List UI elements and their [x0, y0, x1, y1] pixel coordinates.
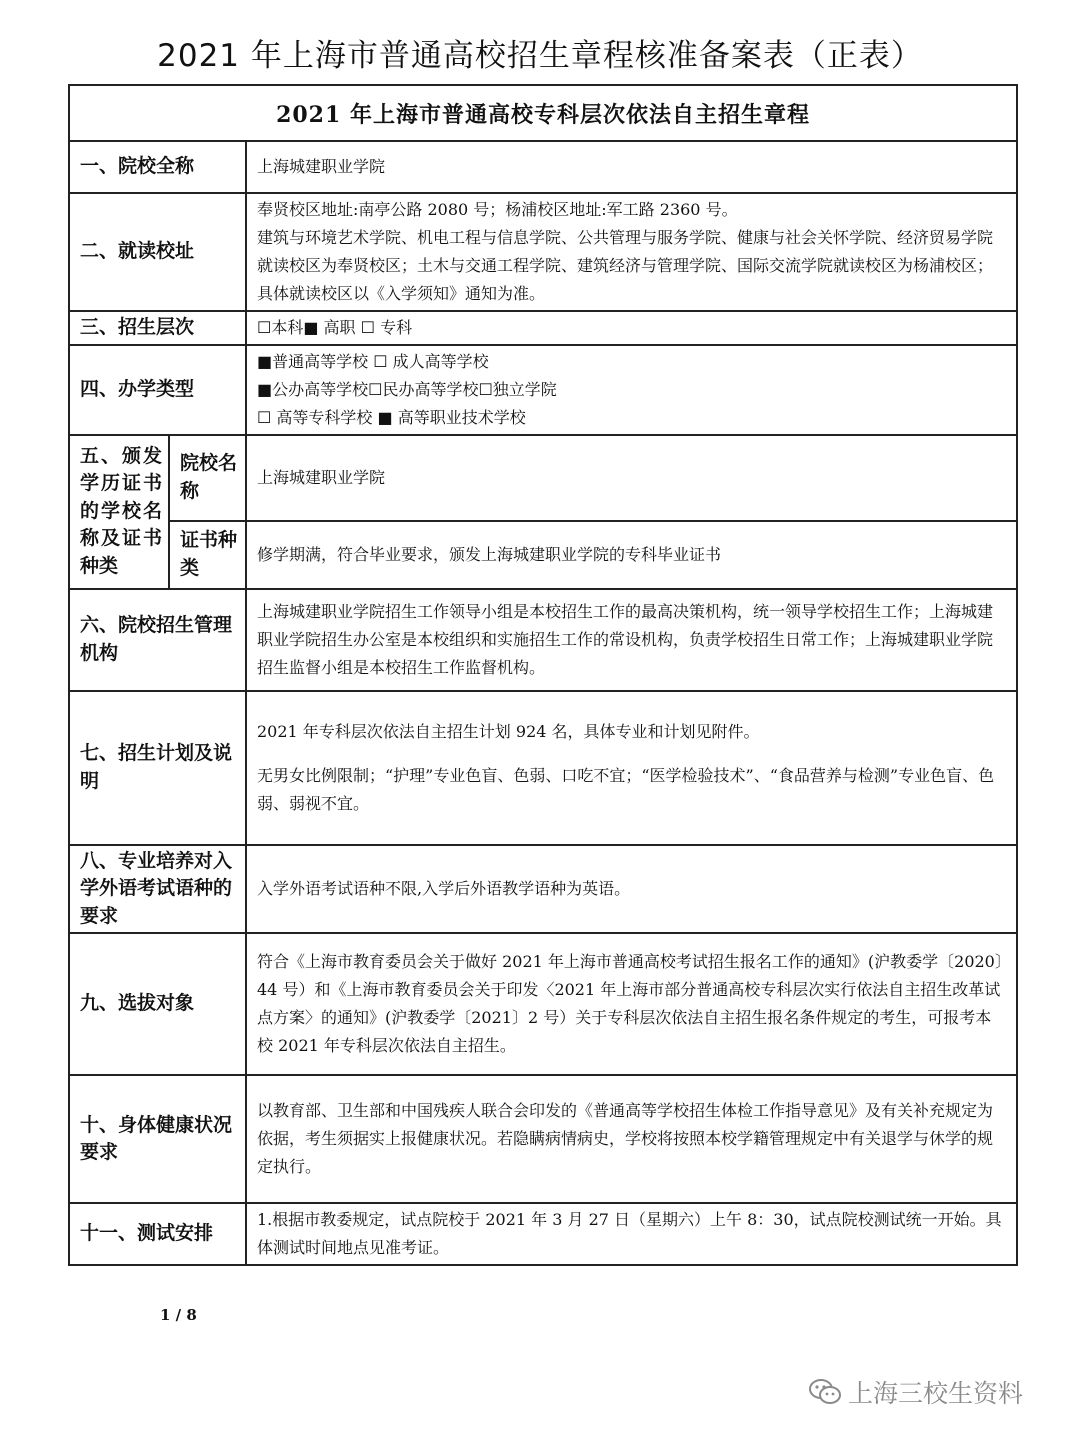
- campus-address: 奉贤校区地址:南亭公路 2080 号；杨浦校区地址:军工路 2360 号。: [257, 200, 738, 219]
- row-label-test: 十一、测试安排: [69, 1203, 246, 1265]
- wechat-icon: [808, 1377, 842, 1407]
- row-label-health: 十、身体健康状况要求: [69, 1075, 246, 1203]
- row-label-type: 四、办学类型: [69, 345, 246, 435]
- type-line-3: ☐ 高等专科学校 ■ 高等职业技术学校: [257, 407, 526, 427]
- row-label-eligibility: 九、选拔对象: [69, 933, 246, 1075]
- plan-line-1: 2021 年专科层次依法自主招生计划 924 名，具体专业和计划见附件。: [257, 721, 760, 741]
- language-value: 入学外语考试语种不限,入学后外语教学语种为英语。: [246, 845, 1017, 934]
- sub-label-certificate-type: 证书种类: [169, 521, 246, 589]
- campus-value: [246, 193, 1017, 311]
- plan-value: [246, 691, 1017, 845]
- sub-label-school-name: 院校名称: [169, 435, 246, 521]
- row-label-management: 六、院校招生管理机构: [69, 589, 246, 691]
- document-title: 2021 年上海市普通高校招生章程核准备案表（正表）: [157, 38, 923, 74]
- row-label-level: 三、招生层次: [69, 311, 246, 345]
- management-value: 上海城建职业学院招生工作领导小组是本校招生工作的最高决策机构，统一领导学校招生工作；上海城建职业学院招生办公室是本校组织和实施招生工作的常设机构，负责学校招生日常工作；上海城建职业学院招生监督小组是本校招生工作监督机构。: [246, 589, 1017, 691]
- watermark: [808, 1374, 1023, 1410]
- watermark-text: 上海三校生资料: [848, 1379, 1024, 1408]
- row-label-school-name: 一、院校全称: [69, 141, 246, 193]
- type-value: [246, 345, 1017, 435]
- test-value: 1.根据市教委规定，试点院校于 2021 年 3 月 27 日（星期六）上午 8：30，试点院校测试统一开始。具体测试时间地点见准考证。: [246, 1203, 1017, 1265]
- page-number: 1 / 8: [160, 1306, 197, 1324]
- certificate-school-value: 上海城建职业学院: [246, 435, 1017, 521]
- certificate-type-value: 修学期满，符合毕业要求，颁发上海城建职业学院的专科毕业证书: [246, 521, 1017, 589]
- school-name-value: 上海城建职业学院: [246, 141, 1017, 193]
- health-value: 以教育部、卫生部和中国残疾人联合会印发的《普通高等学校招生体检工作指导意见》及有关补充规定为依据，考生须据实上报健康状况。若隐瞒病情病史，学校将按照本校学籍管理规定中有关退学与休学的规定执行。: [246, 1075, 1017, 1203]
- type-line-1: ■普通高等学校 ☐ 成人高等学校: [257, 351, 489, 371]
- filing-table: [68, 84, 1018, 1266]
- level-value: ☐本科■ 高职 ☐ 专科: [246, 311, 1017, 345]
- type-line-2: ■公办高等学校☐民办高等学校☐独立学院: [257, 379, 557, 399]
- row-label-campus: 二、就读校址: [69, 193, 246, 311]
- eligibility-value: 符合《上海市教育委员会关于做好 2021 年上海市普通高校考试招生报名工作的通知》(沪教委学〔2020〕44 号）和《上海市教育委员会关于印发〈2021 年上海市部分普通高校专科层次实行依法自主招生改革试点方案〉的通知》(沪教委学〔2021〕2 号）关于专科层次依法自主招生报名条件规定的考生，可报考本校 2021 年专科层次依法自主招生。: [246, 933, 1017, 1075]
- campus-assignment: 建筑与环境艺术学院、机电工程与信息学院、公共管理与服务学院、健康与社会关怀学院、经济贸易学院就读校区为奉贤校区；土木与交通工程学院、建筑经济与管理学院、国际交流学院就读校区为杨浦校区；具体就读校区以《入学须知》通知为准。: [257, 228, 994, 303]
- table-banner: 2021 年上海市普通高校专科层次依法自主招生章程: [69, 85, 1017, 141]
- row-label-plan: 七、招生计划及说明: [69, 691, 246, 845]
- plan-line-2: 无男女比例限制；“护理”专业色盲、色弱、口吃不宜；“医学检验技术”、“食品营养与检测”专业色盲、色弱、弱视不宜。: [257, 765, 995, 813]
- row-label-language: 八、专业培养对入学外语考试语种的要求: [69, 845, 246, 934]
- row-label-certificate: 五、颁发学历证书的学校名称及证书种类: [69, 435, 169, 589]
